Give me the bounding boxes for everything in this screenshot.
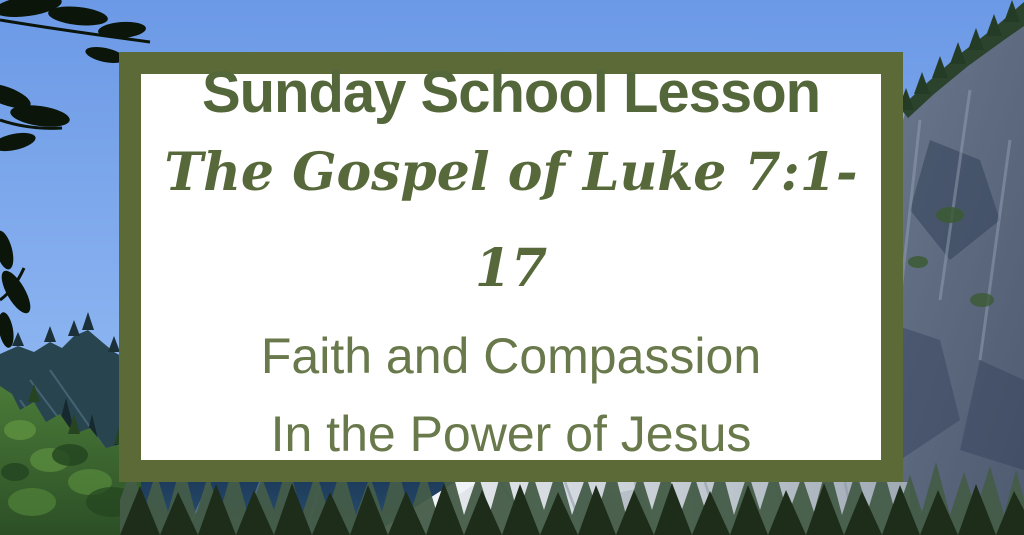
lesson-subtitle-line2: In the Power of Jesus: [270, 406, 752, 462]
lesson-title-card: [119, 52, 903, 482]
scripture-reference: The Gospel of Luke 7:1-17: [164, 142, 858, 299]
lesson-title: Sunday School Lesson: [201, 60, 821, 125]
lesson-subtitle-line1: Faith and Compassion: [260, 328, 762, 384]
